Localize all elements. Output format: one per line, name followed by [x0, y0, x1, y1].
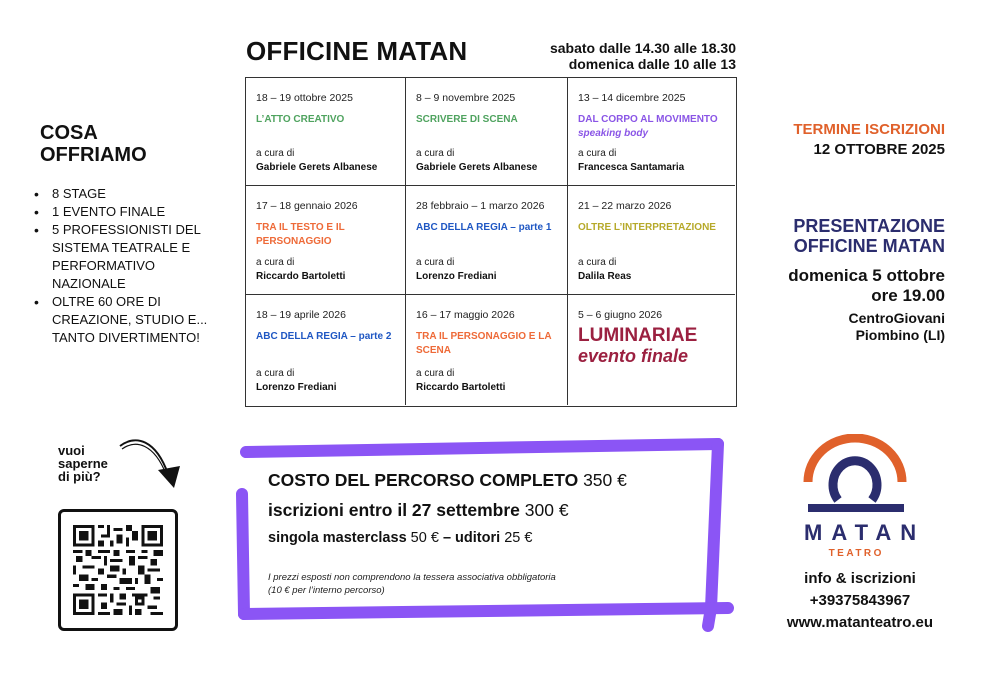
workshop-cell: [568, 78, 735, 186]
workshop-topic: L’ATTO CREATIVO: [256, 114, 345, 125]
curator-name: Lorenzo Frediani: [416, 271, 497, 282]
workshop-topic: ABC DELLA REGIA – parte 2: [256, 331, 392, 342]
curator-label: a cura di: [416, 257, 455, 268]
offer-title: [40, 122, 147, 166]
brand-name: MATAN: [804, 520, 926, 545]
workshop-curator: [256, 367, 337, 395]
schedule-sunday: domenica dalle 10 alle 13: [568, 56, 736, 72]
workshop-cell: [568, 186, 735, 295]
price-separator: –: [442, 530, 452, 546]
matan-logo-icon: [800, 434, 910, 524]
offer-item: • 8 STAGE: [34, 185, 219, 203]
curator-label: a cura di: [416, 368, 455, 379]
workshop-cell: [406, 186, 568, 295]
curator-label: a cura di: [578, 148, 617, 159]
curator-name: Riccardo Bartoletti: [256, 271, 346, 282]
presentation-title: OFFICINE MATAN: [793, 236, 945, 256]
workshop-calendar: [245, 77, 737, 407]
qr-code[interactable]: [58, 509, 178, 631]
workshop-topic: TRA IL TESTO E IL PERSONAGGIO: [256, 222, 345, 247]
price-note-line: (10 € per l’interno percorso): [268, 585, 385, 596]
workshop-curator: [256, 147, 377, 175]
workshop-date: 5 – 6 giugno 2026: [578, 309, 663, 321]
auditor-price-value: 25 €: [504, 530, 533, 546]
workshop-subtitle: speaking body: [578, 128, 649, 139]
curved-arrow-icon: [118, 436, 184, 494]
workshop-date: 13 – 14 dicembre 2025: [578, 92, 686, 104]
workshop-topic: TRA IL PERSONAGGIO E LA SCENA: [416, 331, 552, 356]
early-price-line: [268, 498, 627, 522]
brand-tagline: TEATRO: [828, 548, 884, 559]
single-price-label: singola masterclass: [268, 530, 407, 546]
curator-name: Francesca Santamaria: [578, 162, 685, 173]
workshop-curator: [578, 147, 684, 175]
price-note: [268, 571, 556, 597]
curator-name: Lorenzo Frediani: [256, 382, 337, 393]
final-event-subtitle: evento finale: [578, 346, 689, 366]
workshop-cell: [406, 78, 568, 186]
curator-label: a cura di: [416, 148, 455, 159]
presentation-title: PRESENTAZIONE: [793, 216, 945, 236]
curator-name: Gabriele Gerets Albanese: [256, 162, 378, 173]
workshop-curator: [416, 367, 505, 395]
offer-title-line: OFFRIAMO: [40, 144, 147, 166]
page-title: OFFICINE MATAN: [246, 36, 468, 66]
curator-name: Dalila Reas: [578, 271, 632, 282]
final-event-title: LUMINARIAE: [578, 325, 698, 346]
workshop-topic: SCRIVERE DI SCENA: [416, 114, 518, 125]
curator-label: a cura di: [578, 257, 617, 268]
presentation-venue: CentroGiovani: [848, 310, 945, 326]
workshop-date: 18 – 19 ottobre 2025: [256, 92, 353, 104]
workshop-cell: [246, 295, 406, 405]
presentation-city: Piombino (LI): [855, 327, 945, 343]
full-price-value: 350 €: [583, 470, 627, 490]
workshop-cell: [246, 186, 406, 295]
presentation-date: domenica 5 ottobre: [788, 266, 945, 285]
offer-item: • 1 EVENTO FINALE: [34, 203, 219, 221]
curator-name: Gabriele Gerets Albanese: [416, 162, 538, 173]
presentation-info: [788, 216, 945, 344]
curator-name: Riccardo Bartoletti: [416, 382, 506, 393]
workshop-topic: ABC DELLA REGIA – parte 1: [416, 222, 552, 233]
pricing: [268, 468, 627, 548]
workshop-topic: OLTRE L’INTERPRETAZIONE: [578, 222, 716, 233]
workshop-curator: [256, 256, 345, 284]
offer-title-line: COSA: [40, 122, 98, 144]
single-price-value: 50 €: [410, 530, 439, 546]
workshop-date: 18 – 19 aprile 2026: [256, 309, 346, 321]
auditor-price-label: uditori: [455, 530, 501, 546]
workshop-cell: [246, 78, 406, 186]
contact-info: [760, 568, 960, 634]
price-note-line: I prezzi esposti non comprendono la tessera associativa obbligatoria: [268, 572, 556, 583]
schedule: [550, 40, 736, 72]
early-price-label: iscrizioni entro il 27 settembre: [268, 500, 520, 520]
curator-label: a cura di: [256, 257, 295, 268]
presentation-time: ore 19.00: [871, 286, 945, 305]
workshop-date: 21 – 22 marzo 2026: [578, 200, 672, 212]
workshop-date: 28 febbraio – 1 marzo 2026: [416, 200, 545, 212]
more-info-line: di più?: [58, 469, 101, 484]
website-link[interactable]: www.matanteatro.eu: [786, 614, 934, 631]
schedule-saturday: sabato dalle 14.30 alle 18.30: [549, 40, 736, 56]
workshop-date: 8 – 9 novembre 2025: [416, 92, 516, 104]
contact-label: info & iscrizioni: [804, 570, 916, 587]
registration-deadline: [793, 120, 945, 161]
workshop-date: 16 – 17 maggio 2026: [416, 309, 515, 321]
deadline-date: 12 OTTOBRE 2025: [813, 141, 945, 158]
full-price-line: [268, 468, 627, 492]
final-event-cell: [568, 295, 735, 405]
deadline-label: TERMINE ISCRIZIONI: [793, 121, 945, 138]
more-info-line: vuoi: [58, 443, 85, 458]
workshop-date: 17 – 18 gennaio 2026: [256, 200, 358, 212]
curator-label: a cura di: [256, 368, 295, 379]
more-info-line: saperne: [58, 456, 108, 471]
offer-list: [34, 185, 219, 347]
early-price-value: 300 €: [524, 500, 569, 520]
workshop-topic: DAL CORPO AL MOVIMENTO: [578, 114, 718, 125]
workshop-cell: [406, 295, 568, 405]
curator-label: a cura di: [256, 148, 295, 159]
phone-link[interactable]: +39375843967: [809, 592, 911, 609]
workshop-curator: [578, 256, 631, 284]
offer-item: • OLTRE 60 ORE DI CREAZIONE, STUDIO E... TANTO DIVERTIMENTO!: [34, 293, 219, 347]
single-price-line: [268, 528, 627, 548]
qr-code-icon: [73, 524, 163, 616]
full-price-label: COSTO DEL PERCORSO COMPLETO: [268, 470, 579, 490]
more-info-prompt: [58, 444, 108, 483]
workshop-curator: [416, 256, 497, 284]
offer-item: • 5 PROFESSIONISTI DEL SISTEMA TEATRALE E PERFORMATIVO NAZIONALE: [34, 221, 219, 293]
workshop-curator: [416, 147, 537, 175]
